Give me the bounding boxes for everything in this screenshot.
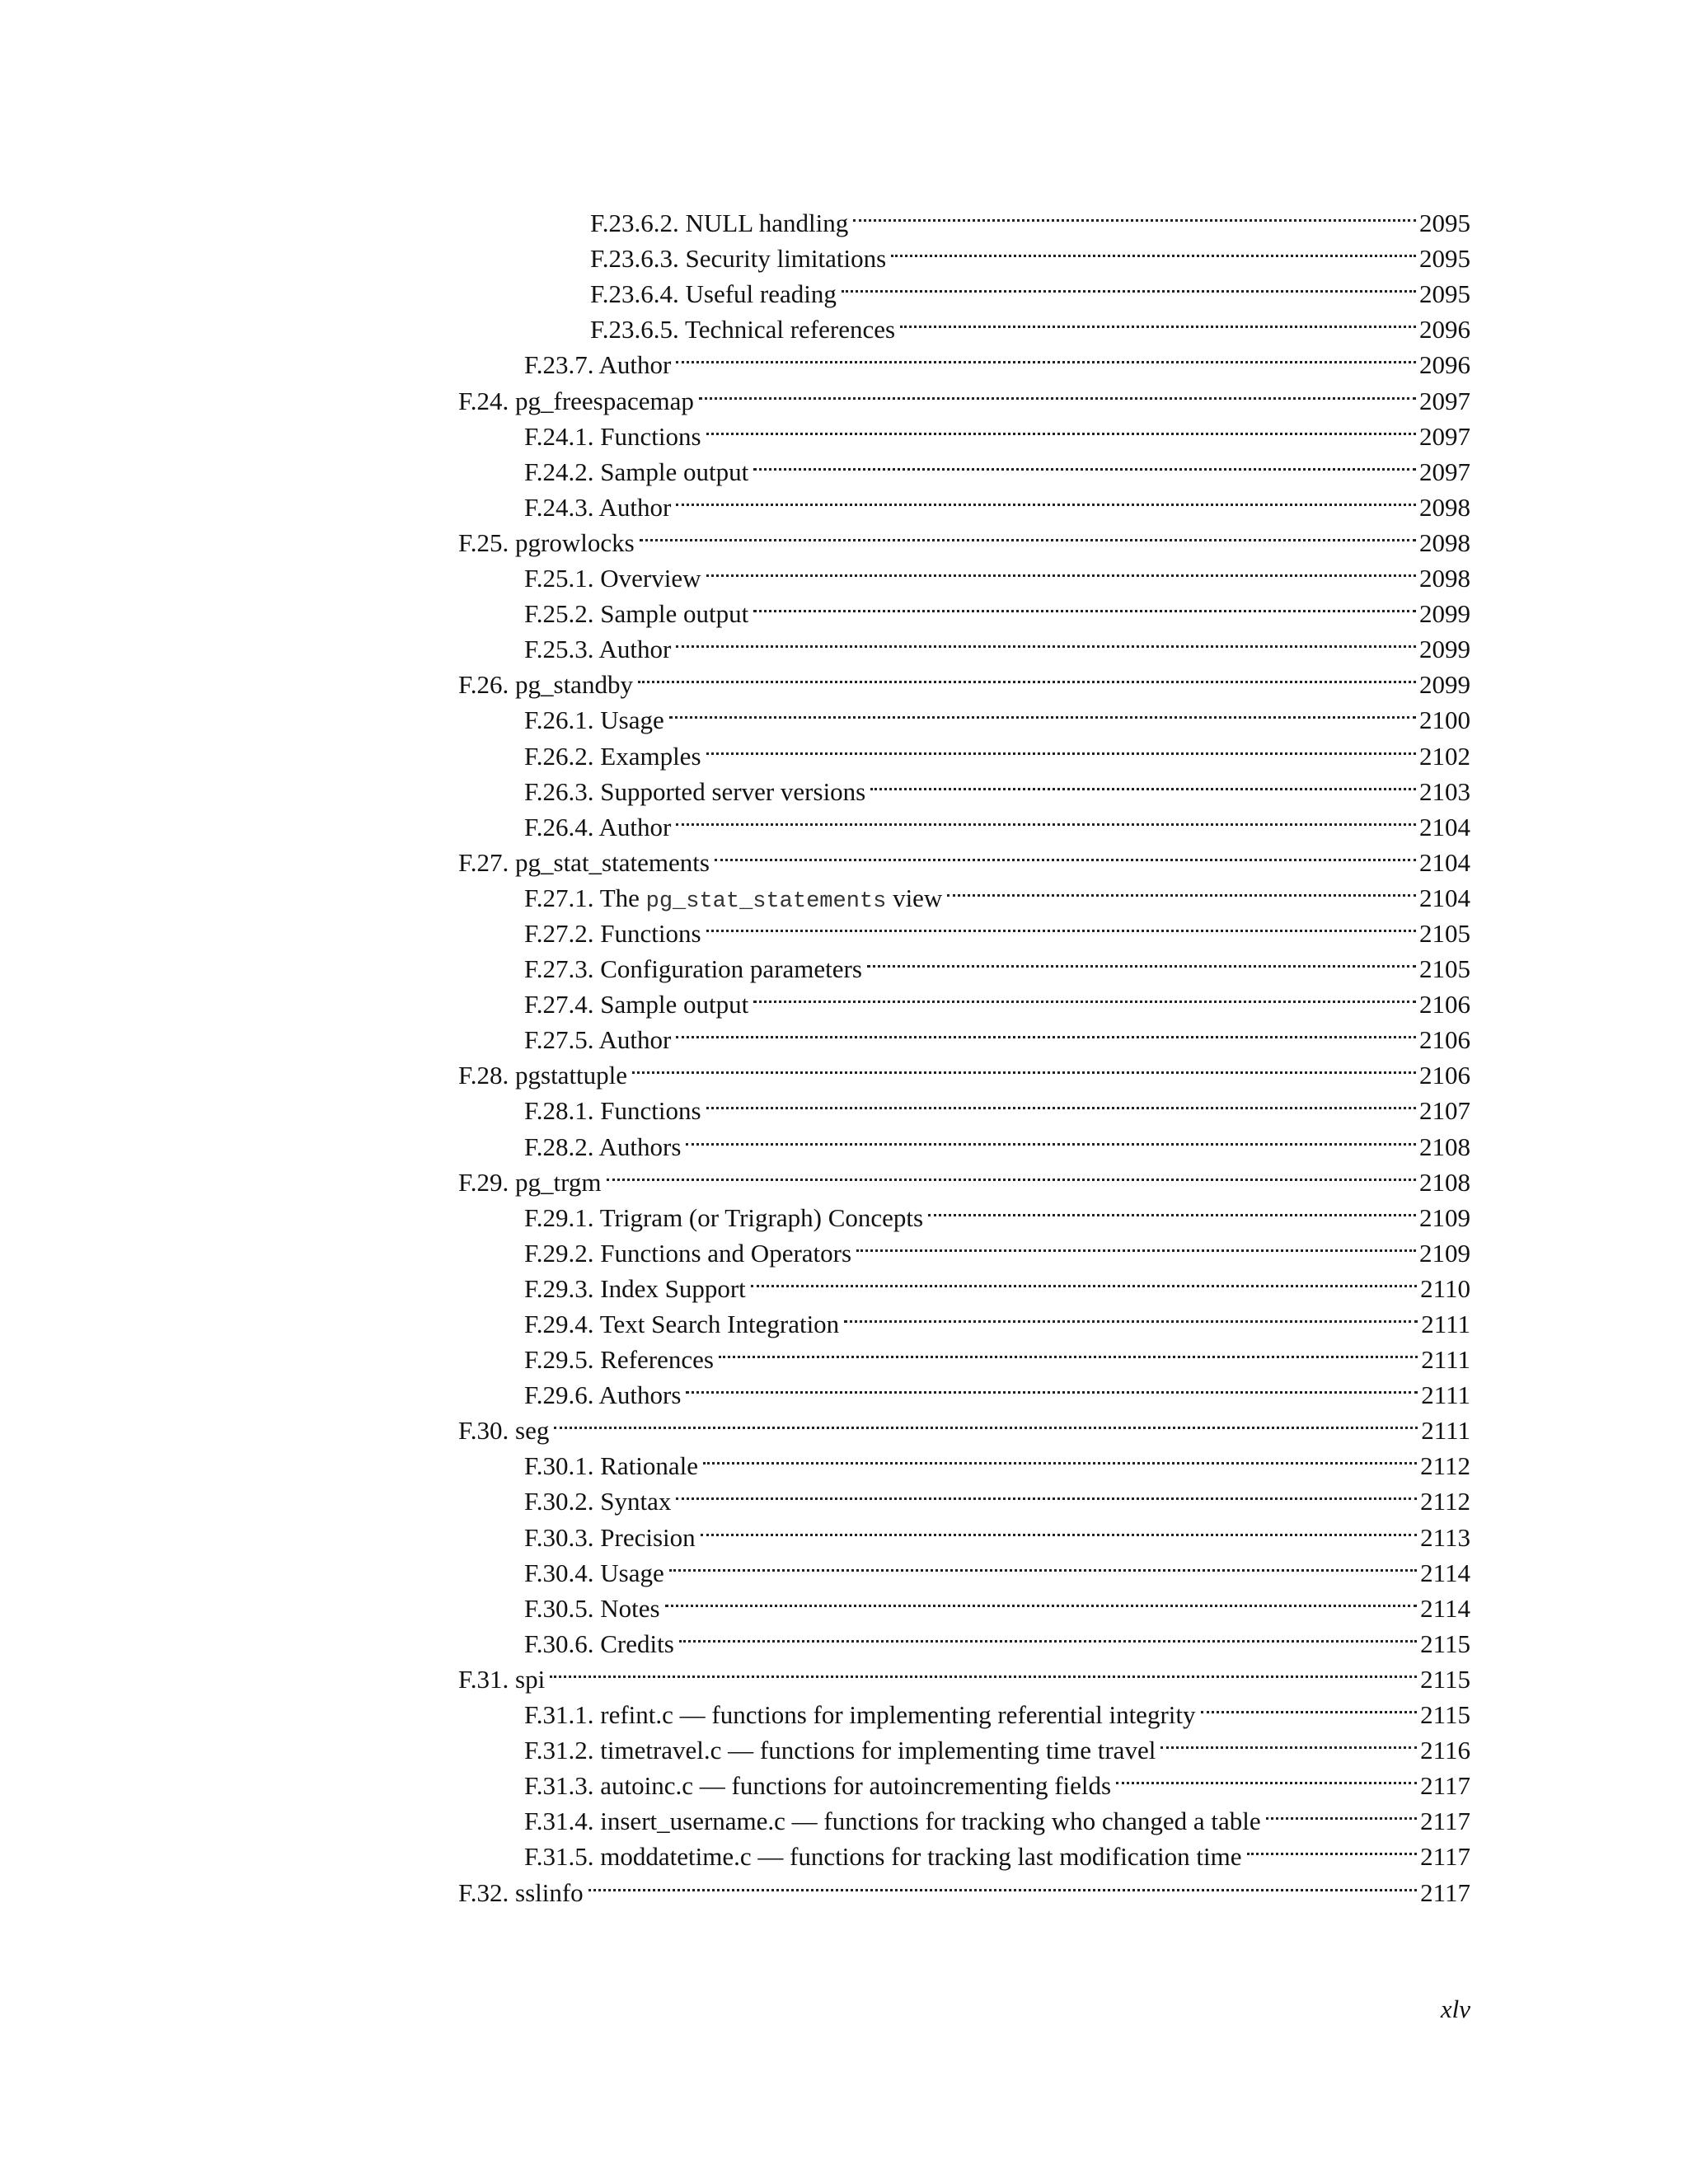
toc-entry-page: 2106: [1419, 990, 1470, 1019]
dot-leader: [891, 232, 1416, 267]
toc-entry-page: 2107: [1419, 1096, 1470, 1126]
toc-entry[interactable]: [458, 1333, 1470, 1375]
toc-entry-title: F.29.6. Authors: [524, 1380, 682, 1410]
toc-entry-page: 2097: [1419, 386, 1470, 415]
toc-entry[interactable]: [458, 1865, 1470, 1907]
toc-entry-page: 2115: [1420, 1700, 1470, 1730]
toc-entry-page: 2096: [1419, 350, 1470, 380]
toc-entry-title: F.23.6.3. Security limitations: [590, 244, 887, 274]
toc-entry[interactable]: [458, 1404, 1470, 1446]
toc-entry[interactable]: [458, 1652, 1470, 1694]
toc-entry[interactable]: [458, 410, 1470, 451]
toc-entry-title: F.31.2. timetravel.c — functions for implementing time travel: [524, 1736, 1156, 1765]
dot-leader: [753, 587, 1416, 622]
toc-entry-title: F.29.2. Functions and Operators: [524, 1238, 852, 1268]
toc-entry-title: F.23.6.5. Technical references: [590, 315, 896, 344]
dot-leader: [686, 1119, 1416, 1155]
toc-entry-title: F.26.3. Supported server versions: [524, 776, 866, 806]
dot-leader: [900, 302, 1416, 338]
toc-entry[interactable]: [458, 196, 1470, 238]
dot-leader: [665, 1582, 1418, 1617]
toc-entry-page: 2095: [1419, 279, 1470, 309]
toc-entry-page: 2098: [1419, 492, 1470, 522]
toc-entry-page: 2111: [1421, 1416, 1470, 1446]
toc-entry-title: F.26. pg_standby: [458, 670, 633, 700]
dot-leader: [676, 338, 1416, 373]
toc-entry[interactable]: [458, 1617, 1470, 1658]
toc-entry-title: F.29.5. References: [524, 1345, 714, 1375]
toc-entry-page: 2097: [1419, 421, 1470, 451]
toc-entry[interactable]: [458, 871, 1470, 914]
toc-entry-title: F.30.5. Notes: [524, 1593, 660, 1623]
toc-entry-page: 2117: [1420, 1842, 1470, 1872]
toc-entry-title: F.24. pg_freespacemap: [458, 386, 694, 415]
dot-leader: [607, 1155, 1417, 1191]
dot-leader: [588, 1865, 1417, 1900]
toc-entry-title: F.31. spi: [458, 1664, 546, 1694]
dot-leader: [640, 516, 1416, 551]
toc-entry-page: 2099: [1419, 635, 1470, 664]
toc-entry[interactable]: [458, 1048, 1470, 1090]
dot-leader: [686, 1368, 1418, 1404]
toc-entry-title: F.29. pg_trgm: [458, 1167, 602, 1197]
toc-entry-title: F.31.1. refint.c — functions for implementing referential integrity: [524, 1700, 1196, 1730]
dot-leader: [676, 480, 1416, 516]
toc-entry-page: 2108: [1419, 1132, 1470, 1161]
toc-entry[interactable]: [458, 1582, 1470, 1623]
toc-entry-title: F.28.1. Functions: [524, 1096, 701, 1126]
dot-leader: [1116, 1759, 1417, 1794]
toc-entry-title: F.24.1. Functions: [524, 421, 701, 451]
toc-entry[interactable]: [458, 1759, 1470, 1801]
toc-entry[interactable]: [458, 1368, 1470, 1410]
toc-entry-title: F.23.6.4. Useful reading: [590, 279, 837, 309]
dot-leader: [676, 622, 1416, 658]
toc-entry-page: 2114: [1420, 1558, 1470, 1587]
dot-leader: [669, 693, 1416, 729]
toc-entry-page: 2112: [1420, 1451, 1470, 1481]
table-of-contents: [458, 196, 1470, 1907]
toc-entry-page: 2113: [1420, 1522, 1470, 1552]
toc-entry-title: F.27.5. Author: [524, 1025, 672, 1055]
toc-entry-title: F.25. pgrowlocks: [458, 527, 635, 557]
toc-entry-title: F.30. seg: [458, 1416, 550, 1446]
dot-leader: [638, 658, 1416, 693]
page-number: xlv: [1440, 1994, 1470, 2023]
toc-entry[interactable]: [458, 373, 1470, 415]
toc-entry[interactable]: [458, 338, 1470, 380]
dot-leader: [753, 445, 1416, 480]
toc-entry-page: 2105: [1419, 954, 1470, 984]
toc-entry[interactable]: [458, 1723, 1470, 1765]
toc-entry-page: 2116: [1420, 1736, 1470, 1765]
dot-leader: [706, 907, 1416, 942]
toc-entry[interactable]: [458, 1794, 1470, 1836]
toc-entry[interactable]: [458, 729, 1470, 771]
dot-leader: [703, 1439, 1417, 1474]
toc-entry-title: F.29.3. Index Support: [524, 1273, 746, 1303]
toc-entry-title-suffix: view: [886, 883, 943, 912]
dot-leader: [699, 373, 1416, 409]
toc-entry-title: F.31.5. moddatetime.c — functions for tracking last modification time: [524, 1842, 1242, 1872]
toc-entry-page: 2098: [1419, 564, 1470, 593]
toc-entry[interactable]: [458, 516, 1470, 557]
toc-entry-title: F.30.1. Rationale: [524, 1451, 699, 1481]
toc-entry-title: F.26.1. Usage: [524, 705, 664, 735]
toc-entry[interactable]: [458, 1297, 1470, 1338]
toc-entry[interactable]: [458, 800, 1470, 841]
dot-leader: [679, 1617, 1417, 1652]
toc-entry-title: F.30.6. Credits: [524, 1629, 674, 1658]
dot-leader: [676, 1474, 1417, 1510]
toc-entry-page: 2108: [1419, 1167, 1470, 1197]
toc-entry[interactable]: [458, 1084, 1470, 1126]
toc-entry-page: 2097: [1419, 457, 1470, 486]
toc-entry-page: 2110: [1420, 1273, 1470, 1303]
toc-entry-title: F.31.3. autoinc.c — functions for autoincrementing fields: [524, 1771, 1112, 1801]
dot-leader: [1201, 1688, 1418, 1723]
toc-entry-page: 2106: [1419, 1025, 1470, 1055]
dot-leader: [706, 729, 1416, 764]
toc-entry-page: 2111: [1421, 1310, 1470, 1338]
toc-entry-page: 2098: [1419, 527, 1470, 557]
toc-entry-title: F.27.4. Sample output: [524, 990, 749, 1019]
toc-entry-page: 2112: [1420, 1487, 1470, 1516]
dot-leader: [550, 1652, 1417, 1688]
dot-leader: [753, 977, 1416, 1013]
toc-entry-title: F.25.3. Author: [524, 635, 672, 664]
toc-entry[interactable]: [458, 1119, 1470, 1161]
dot-leader: [676, 800, 1416, 836]
toc-entry[interactable]: [458, 1688, 1470, 1730]
toc-entry[interactable]: [458, 1510, 1470, 1552]
toc-entry[interactable]: [458, 587, 1470, 629]
toc-entry[interactable]: [458, 1262, 1470, 1303]
toc-entry[interactable]: [458, 977, 1470, 1019]
toc-entry-title: F.25.2. Sample output: [524, 599, 749, 629]
dot-leader: [856, 1226, 1416, 1262]
toc-entry[interactable]: [458, 1830, 1470, 1872]
toc-entry[interactable]: [458, 302, 1470, 344]
toc-entry-page: 2117: [1420, 1771, 1470, 1801]
dot-leader: [632, 1048, 1416, 1084]
toc-entry[interactable]: [458, 658, 1470, 700]
toc-entry-page: 2111: [1421, 1380, 1470, 1410]
dot-leader: [706, 410, 1416, 445]
toc-entry-title: F.27.1. The: [524, 883, 646, 912]
toc-entry-title: F.28. pgstattuple: [458, 1061, 628, 1090]
toc-entry-title: F.29.1. Trigram (or Trigraph) Concepts: [524, 1202, 924, 1232]
toc-entry[interactable]: [458, 942, 1470, 984]
toc-entry-page: 2109: [1419, 1238, 1470, 1268]
toc-entry[interactable]: [458, 551, 1470, 593]
toc-entry[interactable]: [458, 907, 1470, 948]
toc-entry-page: 2104: [1419, 883, 1470, 912]
toc-entry-label: [458, 1875, 584, 1910]
toc-entry-page: 2115: [1420, 1629, 1470, 1658]
toc-entry-title: F.27.3. Configuration parameters: [524, 954, 862, 984]
dot-leader: [1247, 1830, 1418, 1865]
toc-entry-page: 2100: [1419, 705, 1470, 735]
toc-entry-title: F.30.4. Usage: [524, 1558, 664, 1587]
toc-entry-title: F.32. sslinfo: [458, 1877, 584, 1907]
toc-entry-page: 2104: [1419, 847, 1470, 877]
dot-leader: [1266, 1794, 1417, 1830]
toc-entry[interactable]: [458, 445, 1470, 486]
toc-entry-title: F.28.2. Authors: [524, 1132, 682, 1161]
dot-leader: [706, 1084, 1416, 1119]
toc-entry-page: 2104: [1419, 812, 1470, 841]
toc-entry[interactable]: [458, 1474, 1470, 1516]
dot-leader: [844, 1297, 1418, 1333]
toc-entry-title: F.31.4. insert_username.c — functions for tracking who changed a table: [524, 1807, 1261, 1836]
toc-entry[interactable]: [458, 836, 1470, 877]
dot-leader: [853, 196, 1416, 232]
toc-entry-title: F.26.2. Examples: [524, 741, 701, 771]
toc-entry[interactable]: [458, 693, 1470, 735]
toc-entry-page: 2099: [1419, 670, 1470, 700]
dot-leader: [1160, 1723, 1417, 1759]
toc-entry-title: F.23.6.2. NULL handling: [590, 209, 849, 238]
toc-entry-page: 2106: [1419, 1061, 1470, 1090]
toc-entry-page: 2115: [1420, 1664, 1470, 1694]
dot-leader: [701, 1510, 1418, 1545]
dot-leader: [842, 267, 1416, 302]
dot-leader: [928, 1191, 1416, 1226]
toc-entry-page: 2095: [1419, 244, 1470, 274]
toc-entry[interactable]: [458, 1155, 1470, 1197]
dot-leader: [719, 1333, 1418, 1368]
dot-leader: [867, 942, 1416, 977]
dot-leader: [554, 1404, 1418, 1439]
toc-entry[interactable]: [458, 480, 1470, 522]
toc-entry-page: 2103: [1419, 776, 1470, 806]
dot-leader: [676, 1013, 1416, 1048]
toc-entry[interactable]: [458, 1013, 1470, 1055]
dot-leader: [706, 551, 1417, 587]
toc-entry-page: 2109: [1419, 1202, 1470, 1232]
dot-leader: [715, 836, 1416, 871]
toc-entry-title: F.30.2. Syntax: [524, 1487, 672, 1516]
toc-entry-page: 2102: [1419, 741, 1470, 771]
toc-entry-page: 2111: [1421, 1345, 1470, 1375]
toc-entry-title: F.29.4. Text Search Integration: [524, 1310, 840, 1338]
toc-entry[interactable]: [458, 622, 1470, 664]
toc-entry-code: pg_stat_statements: [645, 888, 887, 914]
toc-entry-title: F.30.3. Precision: [524, 1522, 696, 1552]
toc-entry-page: 2096: [1419, 315, 1470, 344]
toc-entry-page: 2117: [1420, 1877, 1470, 1907]
dot-leader: [669, 1546, 1417, 1582]
dot-leader: [751, 1262, 1417, 1297]
toc-entry[interactable]: [458, 765, 1470, 806]
toc-entry-title: F.27. pg_stat_statements: [458, 847, 710, 877]
toc-entry-title: F.24.3. Author: [524, 492, 672, 522]
toc-entry-title: F.23.7. Author: [524, 350, 672, 380]
toc-entry[interactable]: [458, 1546, 1470, 1587]
toc-entry-page: 2114: [1420, 1593, 1470, 1623]
toc-entry[interactable]: [458, 232, 1470, 274]
toc-entry-page: 2099: [1419, 599, 1470, 629]
toc-entry[interactable]: [458, 267, 1470, 309]
toc-entry-page: 2117: [1420, 1807, 1470, 1836]
toc-entry-title: F.26.4. Author: [524, 812, 672, 841]
toc-entry-title: F.24.2. Sample output: [524, 457, 749, 486]
toc-entry-title: F.27.2. Functions: [524, 918, 701, 948]
toc-entry-title: F.25.1. Overview: [524, 564, 701, 593]
toc-entry-page: 2105: [1419, 918, 1470, 948]
dot-leader: [870, 765, 1416, 800]
toc-entry[interactable]: [458, 1226, 1470, 1268]
toc-entry-page: 2095: [1419, 209, 1470, 238]
toc-entry[interactable]: [458, 1439, 1470, 1481]
toc-entry[interactable]: [458, 1191, 1470, 1232]
dot-leader: [947, 871, 1416, 907]
